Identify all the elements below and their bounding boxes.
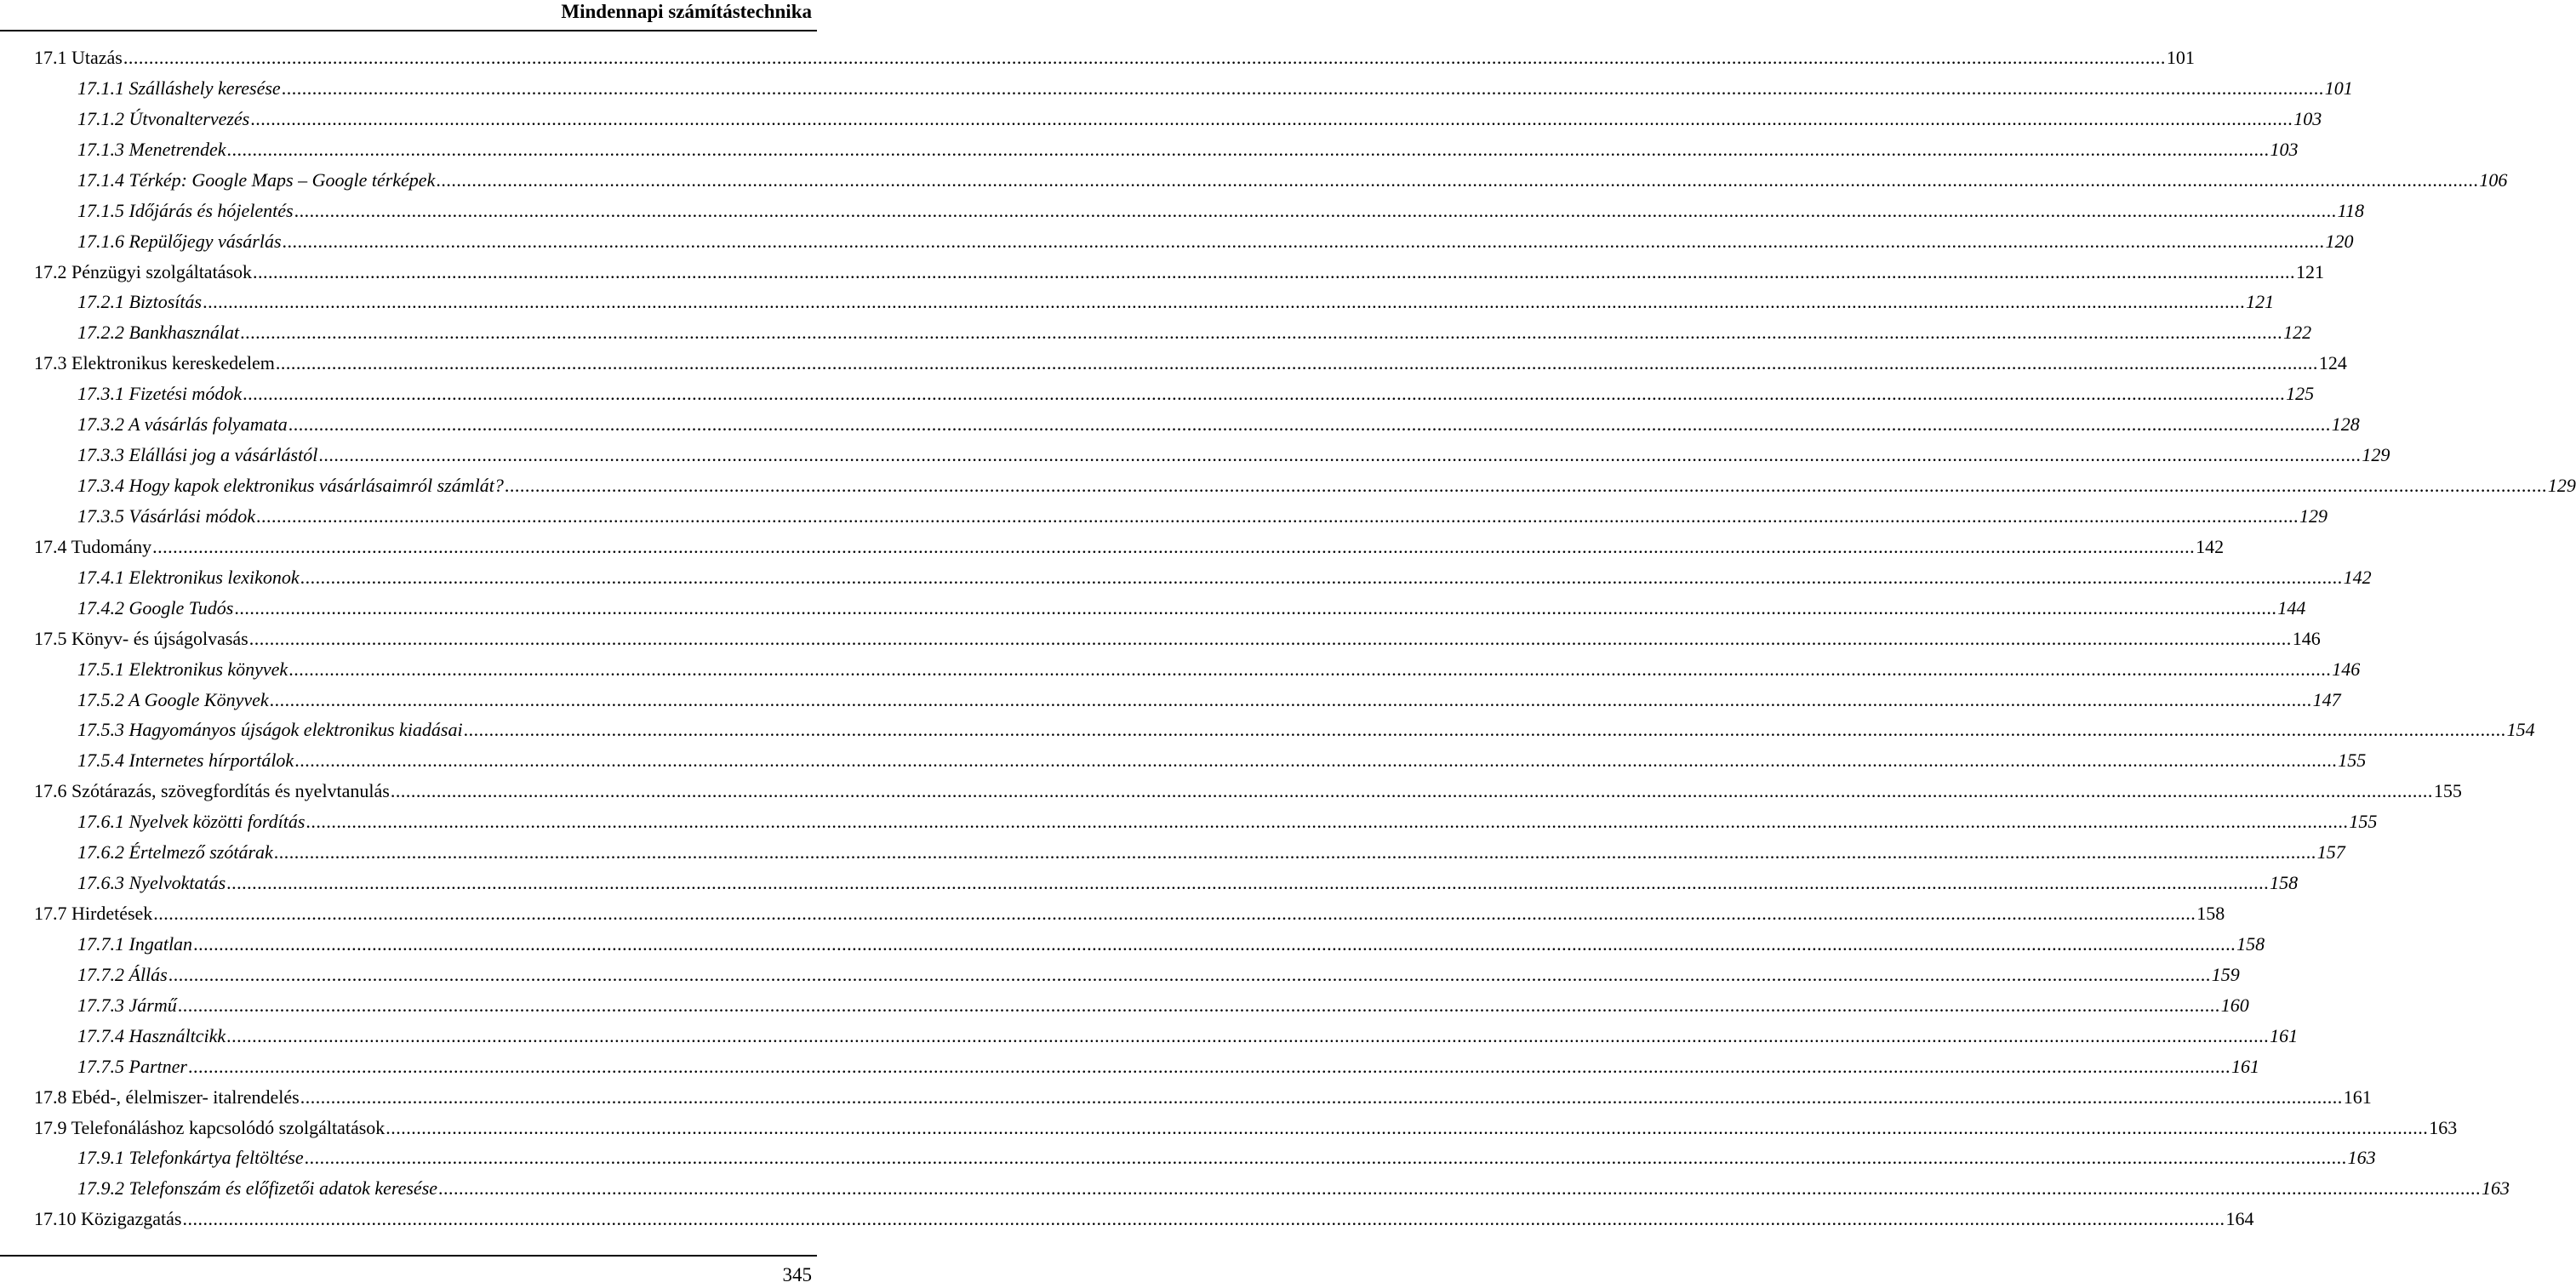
toc-dot-leader: ................................................................................................................................................................................................................................................................................................................................................................................................................ [504,475,2547,497]
toc-entry-title: 17.1.4 Térkép: Google Maps – Google térképek [77,168,436,191]
toc-entry-title: 17.3 Elektronikus kereskedelem [34,352,275,374]
toc-subsection-entry[interactable] [77,991,2249,1020]
toc-page-number: 163 [2482,1177,2510,1200]
toc-dot-leader: ................................................................................................................................................................................................................................................................................................................................................................................................................ [187,1055,2230,1077]
toc-dot-leader: ................................................................................................................................................................................................................................................................................................................................................................................................................ [294,199,2337,221]
toc-page-number: 146 [2332,658,2361,680]
toc-page-number: 158 [2236,932,2265,955]
toc-page-number: 103 [2293,107,2322,129]
toc-entry-title: 17.1.6 Repülőjegy vásárlás [77,230,282,252]
toc-dot-leader: ................................................................................................................................................................................................................................................................................................................................................................................................................ [250,107,2293,129]
toc-subsection-entry[interactable] [77,1143,2376,1172]
toc-subsection-entry[interactable] [77,197,2364,225]
toc-dot-leader: ................................................................................................................................................................................................................................................................................................................................................................................................................ [240,322,2283,344]
page-number: 345 [782,1264,812,1285]
toc-subsection-entry[interactable] [77,410,2360,439]
toc-subsection-entry[interactable] [77,1052,2259,1081]
toc-subsection-entry[interactable] [77,135,2299,164]
toc-page-number: 161 [2343,1086,2372,1108]
toc-page-number: 146 [2292,627,2321,649]
toc-subsection-entry[interactable] [77,318,2312,347]
toc-entry-title: 17.6.2 Értelmező szótárak [77,841,273,863]
footer-divider [0,1255,817,1257]
toc-page-number: 158 [2196,903,2225,925]
toc-page-number: 121 [2296,260,2325,282]
toc-dot-leader: ................................................................................................................................................................................................................................................................................................................................................................................................................ [123,47,2166,68]
toc-dot-leader: ................................................................................................................................................................................................................................................................................................................................................................................................................ [248,627,2292,649]
toc-subsection-entry[interactable] [77,166,2508,195]
toc-page-number: 125 [2286,383,2315,405]
toc-entry-title: 17.7 Hirdetések [34,903,153,925]
toc-subsection-entry[interactable] [77,1022,2299,1051]
toc-entry-title: 17.10 Közigazgatás [34,1208,182,1230]
toc-page-number: 120 [2325,230,2354,252]
toc-entry-title: 17.3.5 Vásárlási módok [77,504,255,527]
toc-entry-title: 17.5.4 Internetes hírportálok [77,749,294,772]
toc-dot-leader: ................................................................................................................................................................................................................................................................................................................................................................................................................ [288,658,2332,680]
toc-entry-title: 17.1 Utazás [34,47,123,68]
toc-dot-leader: ................................................................................................................................................................................................................................................................................................................................................................................................................ [234,596,2277,618]
toc-entry-title: 17.5.3 Hagyományos újságok elektronikus kiadásai [77,719,463,741]
toc-entry-title: 17.2.1 Biztosítás [77,291,203,313]
toc-subsection-entry[interactable] [77,715,2535,744]
toc-entry-title: 17.4 Tudomány [34,535,152,557]
toc-page-number: 159 [2211,963,2240,985]
toc-entry-title: 17.3.4 Hogy kapok elektronikus vásárlásaimról számlát? [77,475,504,497]
toc-dot-leader: ................................................................................................................................................................................................................................................................................................................................................................................................................ [463,719,2506,741]
toc-subsection-entry[interactable] [77,655,2361,684]
toc-subsection-entry[interactable] [77,227,2354,256]
toc-dot-leader: ................................................................................................................................................................................................................................................................................................................................................................................................................ [243,383,2286,405]
toc-dot-leader: ................................................................................................................................................................................................................................................................................................................................................................................................................ [256,504,2299,527]
toc-subsection-entry[interactable] [77,379,2315,408]
toc-section-entry[interactable] [34,777,2462,806]
toc-entry-title: 17.7.4 Használtcikk [77,1024,226,1046]
toc-dot-leader: ................................................................................................................................................................................................................................................................................................................................................................................................................ [193,932,2236,955]
toc-page-number: 161 [2270,1024,2299,1046]
toc-page-number: 158 [2270,872,2299,894]
toc-dot-leader: ................................................................................................................................................................................................................................................................................................................................................................................................................ [153,903,2196,925]
toc-subsection-entry[interactable] [77,105,2322,134]
toc-dot-leader: ................................................................................................................................................................................................................................................................................................................................................................................................................ [306,811,2349,833]
toc-section-entry[interactable] [34,349,2347,378]
toc-dot-leader: ................................................................................................................................................................................................................................................................................................................................................................................................................ [304,1147,2347,1169]
toc-dot-leader: ................................................................................................................................................................................................................................................................................................................................................................................................................ [275,352,2318,374]
toc-entry-title: 17.5.2 A Google Könyvek [77,688,269,710]
toc-page-number: 128 [2331,413,2360,436]
toc-page-number: 121 [2246,291,2275,313]
toc-subsection-entry[interactable] [77,74,2353,103]
toc-dot-leader: ................................................................................................................................................................................................................................................................................................................................................................................................................ [436,168,2479,191]
toc-page-number: 155 [2338,749,2367,772]
toc-page-number: 154 [2506,719,2535,741]
toc-dot-leader: ................................................................................................................................................................................................................................................................................................................................................................................................................ [152,535,2196,557]
toc-section-entry[interactable] [34,258,2325,287]
toc-dot-leader: ................................................................................................................................................................................................................................................................................................................................................................................................................ [182,1208,2225,1230]
toc-subsection-entry[interactable] [77,838,2345,867]
toc-entry-title: 17.9.1 Telefonkártya feltöltése [77,1147,304,1169]
toc-subsection-entry[interactable] [77,807,2378,836]
toc-entry-title: 17.4.1 Elektronikus lexikonok [77,566,300,588]
toc-subsection-entry[interactable] [77,869,2299,898]
header-divider [0,30,817,31]
toc-page-number: 147 [2312,688,2341,710]
toc-dot-leader: ................................................................................................................................................................................................................................................................................................................................................................................................................ [168,963,2211,985]
toc-dot-leader: ................................................................................................................................................................................................................................................................................................................................................................................................................ [282,230,2325,252]
toc-dot-leader: ................................................................................................................................................................................................................................................................................................................................................................................................................ [226,872,2270,894]
toc-entry-title: 17.5.1 Elektronikus könyvek [77,658,288,680]
toc-page-number: 106 [2479,168,2508,191]
toc-page-number: 129 [2299,504,2328,527]
toc-subsection-entry[interactable] [77,288,2275,316]
toc-dot-leader: ................................................................................................................................................................................................................................................................................................................................................................................................................ [386,1116,2429,1138]
toc-page-number: 101 [2166,47,2195,68]
toc-subsection-entry[interactable] [77,686,2341,715]
toc-subsection-entry[interactable] [77,471,2576,500]
toc-section-entry[interactable] [34,533,2225,561]
toc-page-number: 118 [2337,199,2364,221]
header-title: Mindennapi számítástechnika [561,1,812,22]
toc-subsection-entry[interactable] [77,502,2328,531]
toc-dot-leader: ................................................................................................................................................................................................................................................................................................................................................................................................................ [273,841,2316,863]
toc-page-number: 144 [2277,596,2306,618]
toc-page-number: 163 [2347,1147,2376,1169]
toc-page-number: 157 [2316,841,2345,863]
toc-entry-title: 17.6.3 Nyelvoktatás [77,872,226,894]
toc-page-number: 129 [2362,444,2390,466]
toc-page-number: 161 [2230,1055,2259,1077]
toc-entry-title: 17.7.2 Állás [77,963,168,985]
toc-subsection-entry[interactable] [77,563,2372,592]
toc-entry-title: 17.3.3 Elállási jog a vásárlástól [77,444,318,466]
toc-dot-leader: ................................................................................................................................................................................................................................................................................................................................................................................................................ [177,994,2220,1016]
toc-dot-leader: ................................................................................................................................................................................................................................................................................................................................................................................................................ [438,1177,2482,1200]
toc-entry-title: 17.9.2 Telefonszám és előfizetői adatok keresése [77,1177,438,1200]
toc-subsection-entry[interactable] [77,746,2367,775]
toc-entry-title: 17.6.1 Nyelvek közötti fordítás [77,811,306,833]
toc-section-entry[interactable] [34,1114,2458,1143]
toc-dot-leader: ................................................................................................................................................................................................................................................................................................................................................................................................................ [300,1086,2343,1108]
toc-page-number: 101 [2324,77,2353,99]
toc-subsection-entry[interactable] [77,441,2390,470]
toc-entry-title: 17.7.1 Ingatlan [77,932,193,955]
toc-page-number: 155 [2433,780,2462,802]
toc-entry-title: 17.1.1 Szálláshely keresése [77,77,281,99]
toc-dot-leader: ................................................................................................................................................................................................................................................................................................................................................................................................................ [226,138,2270,160]
toc-page-number: 124 [2318,352,2347,374]
toc-page-number: 129 [2547,475,2576,497]
page-header [0,0,817,32]
toc-section-entry[interactable] [34,624,2321,653]
toc-dot-leader: ................................................................................................................................................................................................................................................................................................................................................................................................................ [253,260,2296,282]
toc-dot-leader: ................................................................................................................................................................................................................................................................................................................................................................................................................ [318,444,2362,466]
toc-subsection-entry[interactable] [77,930,2265,959]
toc-page-number: 163 [2429,1116,2458,1138]
toc-dot-leader: ................................................................................................................................................................................................................................................................................................................................................................................................................ [294,749,2338,772]
toc-section-entry[interactable] [34,899,2225,928]
toc-subsection-entry[interactable] [77,960,2240,989]
toc-entry-title: 17.7.3 Jármű [77,994,177,1016]
toc-dot-leader: ................................................................................................................................................................................................................................................................................................................................................................................................................ [281,77,2324,99]
toc-page-number: 160 [2220,994,2249,1016]
toc-subsection-entry[interactable] [77,1174,2510,1203]
toc-entry-title: 17.5 Könyv- és újságolvasás [34,627,248,649]
toc-entry-title: 17.3.2 A vásárlás folyamata [77,413,288,436]
toc-entry-title: 17.6 Szótárazás, szövegfordítás és nyelvtanulás [34,780,390,802]
toc-entry-title: 17.2 Pénzügyi szolgáltatások [34,260,253,282]
toc-entry-title: 17.1.5 Időjárás és hójelentés [77,199,294,221]
toc-page-number: 155 [2349,811,2378,833]
toc-dot-leader: ................................................................................................................................................................................................................................................................................................................................................................................................................ [203,291,2246,313]
toc-dot-leader: ................................................................................................................................................................................................................................................................................................................................................................................................................ [226,1024,2270,1046]
toc-section-entry[interactable] [34,43,2195,72]
toc-subsection-entry[interactable] [77,594,2306,623]
toc-section-entry[interactable] [34,1205,2254,1234]
toc-entry-title: 17.1.2 Útvonaltervezés [77,107,250,129]
toc-page-number: 122 [2283,322,2312,344]
toc-dot-leader: ................................................................................................................................................................................................................................................................................................................................................................................................................ [269,688,2312,710]
toc-entry-title: 17.9 Telefonáláshoz kapcsolódó szolgáltatások [34,1116,386,1138]
toc-page-number: 142 [2196,535,2225,557]
toc-entry-title: 17.2.2 Bankhasználat [77,322,240,344]
toc-dot-leader: ................................................................................................................................................................................................................................................................................................................................................................................................................ [288,413,2331,436]
toc-page-number: 164 [2225,1208,2254,1230]
toc-section-entry[interactable] [34,1083,2372,1112]
toc-page-number: 103 [2270,138,2299,160]
toc-entry-title: 17.4.2 Google Tudós [77,596,234,618]
toc-entry-title: 17.7.5 Partner [77,1055,187,1077]
toc-entry-title: 17.1.3 Menetrendek [77,138,226,160]
toc-dot-leader: ................................................................................................................................................................................................................................................................................................................................................................................................................ [390,780,2433,802]
toc-dot-leader: ................................................................................................................................................................................................................................................................................................................................................................................................................ [300,566,2343,588]
toc-page-number: 142 [2343,566,2372,588]
toc-entry-title: 17.3.1 Fizetési módok [77,383,243,405]
toc-entry-title: 17.8 Ebéd-, élelmiszer- italrendelés [34,1086,300,1108]
